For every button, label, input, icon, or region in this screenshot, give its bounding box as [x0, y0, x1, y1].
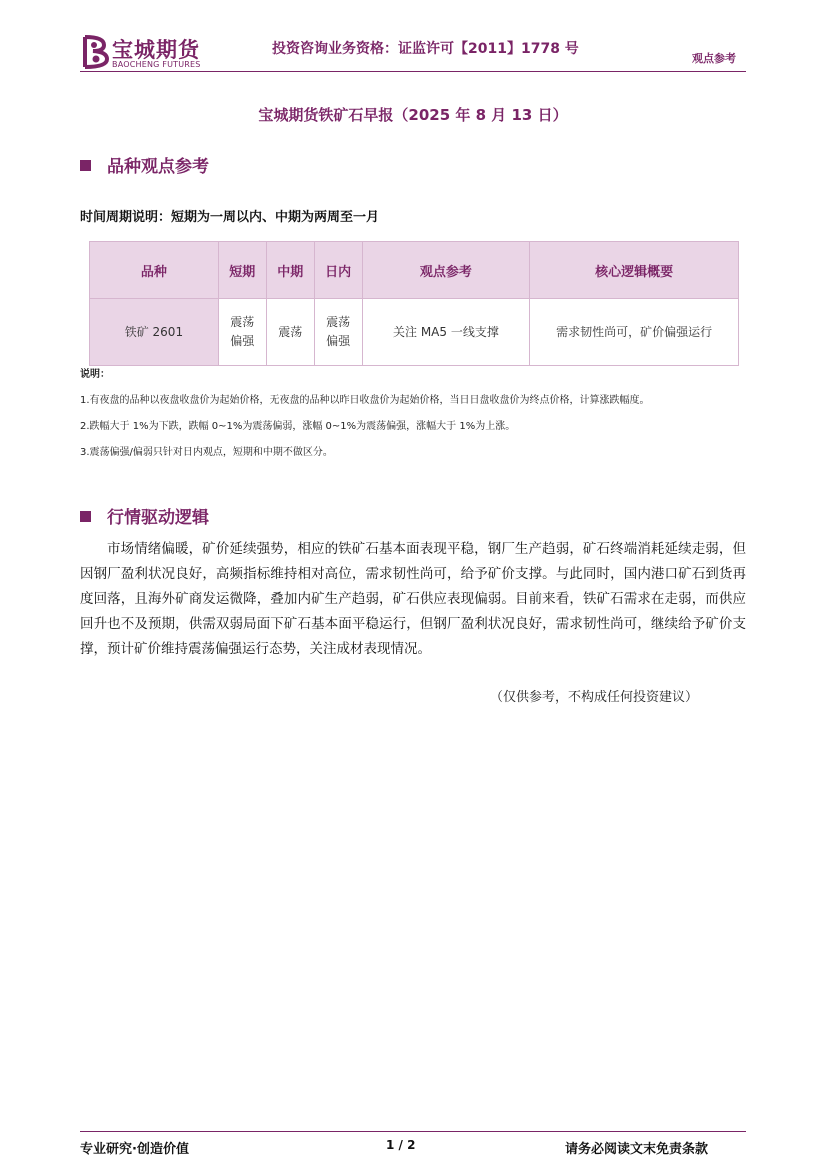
core-logic-cell: 需求韧性尚可，矿价偏强运行: [530, 299, 739, 366]
table-row: [90, 299, 739, 366]
note-item: 1.有夜盘的品种以夜盘收盘价为起始价格，无夜盘的品种以昨日收盘价为起始价格，当日日盘收盘价为终点价格，计算涨跌幅度。: [80, 395, 650, 406]
footer-disclaimer-note: 请务必阅读文末免责条款: [565, 1142, 709, 1157]
cell-line: 震荡: [230, 315, 255, 329]
mid-term-cell: 震荡: [266, 299, 314, 366]
column-header: 核心逻辑概要: [530, 242, 739, 299]
view-reference-cell: 关注 MA5 一线支撑: [362, 299, 530, 366]
views-table: [89, 241, 739, 366]
column-header: 中期: [266, 242, 314, 299]
section-heading-variety-views: [80, 152, 209, 177]
note-item: 3.震荡偏强/偏弱只针对日内观点，短期和中期不做区分。: [80, 447, 333, 458]
footer-slogan: 专业研究·创造价值: [80, 1142, 189, 1157]
disclaimer-text: （仅供参考，不构成任何投资建议）: [490, 690, 699, 705]
column-header: 品种: [90, 242, 219, 299]
column-header: 日内: [314, 242, 362, 299]
column-header: 短期: [218, 242, 266, 299]
period-note: 时间周期说明：短期为一周以内、中期为两周至一月: [80, 210, 380, 225]
section-heading-text: 品种观点参考: [107, 157, 209, 177]
header-divider: [80, 71, 746, 72]
notes-label: 说明：: [80, 369, 110, 380]
market-logic-paragraph: 市场情绪偏暖，矿价延续强势，相应的铁矿石基本面表现平稳，钢厂生产趋弱，矿石终端消耗延续走弱，但因钢厂盈利状况良好，高频指标维持相对高位，需求韧性尚可，给予矿价支撑。与此同时，国内港口矿石到货再度回落，且海外矿商发运微降，叠加内矿生产趋弱，矿石供应表现偏弱。目前来看，铁矿石需求在走弱，而供应回升也不及预期，供需双弱局面下矿石基本面平稳运行，但钢厂盈利状况良好，需求韧性尚可，继续给予矿价支撑，预计矿价维持震荡偏强运行态势，关注成材表现情况。: [80, 541, 746, 657]
page-number: 1 / 2: [386, 1138, 416, 1152]
short-term-cell: [218, 299, 266, 366]
company-logo: [80, 34, 210, 72]
page-header: [0, 0, 826, 80]
square-bullet-icon: [80, 160, 91, 171]
square-bullet-icon: [80, 511, 91, 522]
qualification-text: 投资咨询业务资格：证监许可【2011】1778 号: [272, 41, 579, 57]
section-heading-text: 行情驱动逻辑: [107, 508, 209, 528]
intraday-cell: [314, 299, 362, 366]
variety-cell: 铁矿 2601: [90, 299, 219, 366]
logo-english-name: BAOCHENG FUTURES: [112, 60, 201, 69]
note-item: 2.跌幅大于 1%为下跌，跌幅 0~1%为震荡偏弱，涨幅 0~1%为震荡偏强，涨幅大于 1%为上涨。: [80, 421, 516, 432]
table-header-row: [90, 242, 739, 299]
header-category-label: 观点参考: [692, 52, 736, 65]
baocheng-logo-icon: [80, 34, 110, 70]
document-title: 宝城期货铁矿石早报（2025 年 8 月 13 日）: [258, 106, 568, 124]
section-heading-market-logic: [80, 503, 209, 528]
notes-block: [80, 366, 746, 461]
cell-line: 偏强: [326, 334, 351, 348]
cell-line: 偏强: [230, 334, 255, 348]
footer-divider: [80, 1131, 746, 1132]
cell-line: 震荡: [326, 315, 351, 329]
column-header: 观点参考: [362, 242, 530, 299]
logo-chinese-name: 宝城期货: [112, 38, 200, 62]
